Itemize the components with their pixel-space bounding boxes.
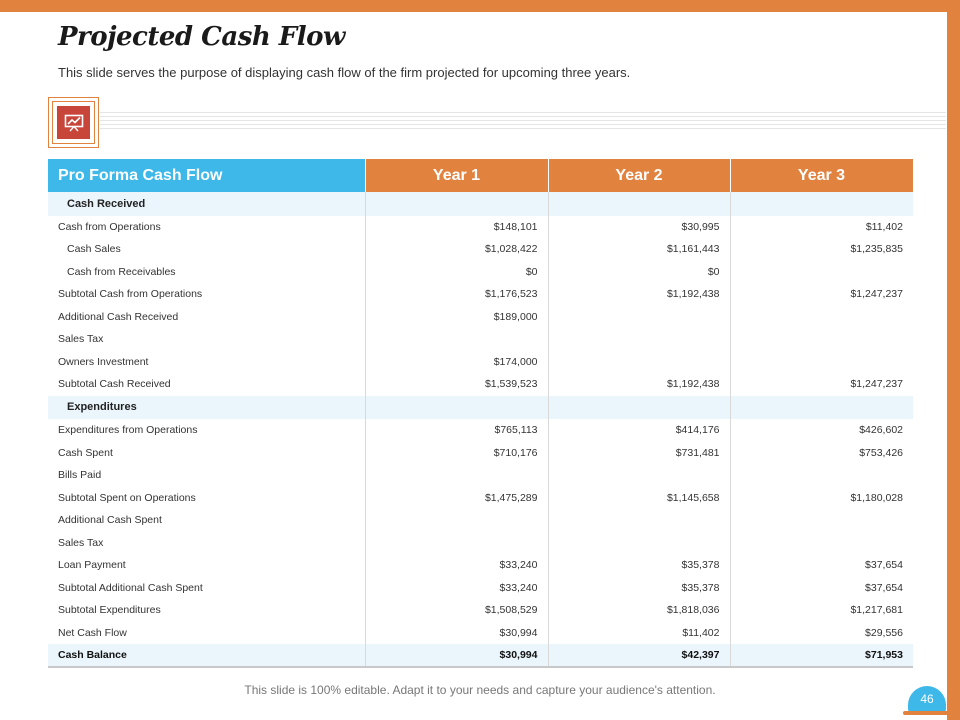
year-3-value: $1,217,681 bbox=[850, 604, 903, 617]
row-label: Bills Paid bbox=[48, 464, 365, 487]
year-3-value bbox=[730, 192, 913, 216]
table-row bbox=[48, 554, 913, 577]
row-label: Expenditures from Operations bbox=[48, 419, 365, 442]
year-2-value: $731,481 bbox=[548, 442, 730, 465]
year-3-value: $1,235,835 bbox=[850, 243, 903, 256]
year-1-value bbox=[365, 509, 548, 532]
year-1-value bbox=[365, 328, 548, 351]
table-row bbox=[48, 577, 913, 600]
row-label: Cash Received bbox=[48, 192, 365, 216]
table-row bbox=[48, 487, 913, 510]
year-2-value bbox=[548, 396, 730, 420]
table-row bbox=[48, 442, 913, 465]
year-1-value bbox=[365, 192, 548, 216]
table-row bbox=[48, 351, 913, 374]
row-label: Additional Cash Received bbox=[48, 306, 365, 329]
row-label: Additional Cash Spent bbox=[48, 509, 365, 532]
header-year-3: Year 3 bbox=[730, 159, 913, 192]
year-2-value bbox=[548, 192, 730, 216]
chart-icon-frame bbox=[48, 97, 99, 148]
year-1-value: $1,176,523 bbox=[365, 283, 548, 306]
year-3-value: $71,953 bbox=[730, 644, 913, 667]
year-3-value: $11,402 bbox=[865, 220, 903, 233]
table-row bbox=[48, 306, 913, 329]
year-3-value bbox=[730, 351, 913, 374]
year-1-value: $33,240 bbox=[365, 577, 548, 600]
year-2-value: $11,402 bbox=[548, 622, 730, 645]
year-2-value: $35,378 bbox=[548, 577, 730, 600]
table-row bbox=[48, 283, 913, 306]
decorative-lines bbox=[100, 112, 946, 132]
year-1-value: $710,176 bbox=[365, 442, 548, 465]
year-3-value: $1,247,237 bbox=[850, 378, 903, 391]
year-2-value: $30,995 bbox=[548, 216, 730, 239]
year-3-value: $1,247,237 bbox=[850, 288, 903, 301]
year-3-value bbox=[730, 509, 913, 532]
year-3-value: $37,654 bbox=[865, 581, 903, 594]
year-3-value bbox=[730, 532, 913, 555]
table-section-row bbox=[48, 192, 913, 216]
chart-presentation-icon bbox=[57, 106, 90, 139]
row-label: Subtotal Spent on Operations bbox=[48, 487, 365, 510]
row-label: Cash from Receivables bbox=[48, 261, 365, 284]
year-2-value: $1,192,438 bbox=[548, 373, 730, 396]
year-3-value: $426,602 bbox=[859, 424, 903, 437]
row-label: Subtotal Cash Received bbox=[48, 373, 365, 396]
year-1-value bbox=[365, 396, 548, 420]
top-frame-bar bbox=[0, 0, 960, 12]
year-1-value: $1,508,529 bbox=[365, 599, 548, 622]
row-label: Sales Tax bbox=[48, 328, 365, 351]
year-2-value bbox=[548, 532, 730, 555]
year-2-value: $414,176 bbox=[548, 419, 730, 442]
table-row bbox=[48, 373, 913, 396]
cash-flow-table bbox=[48, 159, 914, 668]
year-2-value bbox=[548, 306, 730, 329]
page-number-badge-base bbox=[903, 711, 949, 715]
year-3-value: $37,654 bbox=[865, 559, 903, 572]
header-year-1: Year 1 bbox=[365, 159, 548, 192]
year-1-value: $33,240 bbox=[365, 554, 548, 577]
year-2-value: $42,397 bbox=[548, 644, 730, 667]
year-2-value: $1,161,443 bbox=[548, 238, 730, 261]
year-3-value: $753,426 bbox=[859, 446, 903, 459]
year-2-value: $0 bbox=[548, 261, 730, 284]
year-3-value: $29,556 bbox=[865, 626, 903, 639]
table-row bbox=[48, 328, 913, 351]
table-total-row bbox=[48, 644, 913, 667]
year-3-value bbox=[730, 464, 913, 487]
row-label: Cash from Operations bbox=[48, 216, 365, 239]
row-label: Net Cash Flow bbox=[48, 622, 365, 645]
table-row bbox=[48, 464, 913, 487]
row-label: Subtotal Cash from Operations bbox=[48, 283, 365, 306]
year-1-value: $765,113 bbox=[365, 419, 548, 442]
table-row bbox=[48, 509, 913, 532]
year-2-value bbox=[548, 509, 730, 532]
row-label: Cash Spent bbox=[48, 442, 365, 465]
year-2-value: $1,145,658 bbox=[548, 487, 730, 510]
header-year-2: Year 2 bbox=[548, 159, 730, 192]
year-2-value: $35,378 bbox=[548, 554, 730, 577]
table-section-row bbox=[48, 396, 913, 420]
row-label: Expenditures bbox=[48, 396, 365, 420]
row-label: Subtotal Expenditures bbox=[48, 599, 365, 622]
row-label: Loan Payment bbox=[48, 554, 365, 577]
year-2-value bbox=[548, 328, 730, 351]
table-row bbox=[48, 419, 913, 442]
row-label: Subtotal Additional Cash Spent bbox=[48, 577, 365, 600]
year-1-value bbox=[365, 464, 548, 487]
page-subtitle: This slide serves the purpose of displaying cash flow of the firm projected for upcoming three years. bbox=[58, 65, 631, 80]
year-1-value: $1,475,289 bbox=[365, 487, 548, 510]
row-label: Sales Tax bbox=[48, 532, 365, 555]
year-1-value bbox=[365, 532, 548, 555]
table-row bbox=[48, 622, 913, 645]
row-label: Cash Balance bbox=[48, 644, 365, 667]
year-3-value bbox=[730, 396, 913, 420]
page-title: Projected Cash Flow bbox=[58, 22, 345, 52]
year-1-value: $174,000 bbox=[365, 351, 548, 374]
table-row bbox=[48, 238, 913, 261]
year-2-value: $1,192,438 bbox=[548, 283, 730, 306]
row-label: Owners Investment bbox=[48, 351, 365, 374]
year-2-value bbox=[548, 351, 730, 374]
table-row bbox=[48, 216, 913, 239]
year-2-value bbox=[548, 464, 730, 487]
year-1-value: $1,539,523 bbox=[365, 373, 548, 396]
year-3-value: $1,180,028 bbox=[850, 491, 903, 504]
row-label: Cash Sales bbox=[48, 238, 365, 261]
year-1-value: $30,994 bbox=[365, 622, 548, 645]
year-1-value: $1,028,422 bbox=[365, 238, 548, 261]
year-1-value: $148,101 bbox=[365, 216, 548, 239]
year-2-value: $1,818,036 bbox=[548, 599, 730, 622]
year-3-value bbox=[730, 306, 913, 329]
year-1-value: $189,000 bbox=[365, 306, 548, 329]
year-1-value: $30,994 bbox=[365, 644, 548, 667]
table-row bbox=[48, 599, 913, 622]
year-3-value bbox=[730, 328, 913, 351]
table-row bbox=[48, 261, 913, 284]
table-row bbox=[48, 532, 913, 555]
page-number-badge: 46 bbox=[908, 686, 946, 713]
right-frame-bar bbox=[947, 0, 960, 720]
table-header-row bbox=[48, 159, 913, 192]
year-1-value: $0 bbox=[365, 261, 548, 284]
year-3-value bbox=[730, 261, 913, 284]
footer-note: This slide is 100% editable. Adapt it to your needs and capture your audience's attention. bbox=[244, 683, 716, 697]
header-pro-forma: Pro Forma Cash Flow bbox=[48, 159, 365, 192]
